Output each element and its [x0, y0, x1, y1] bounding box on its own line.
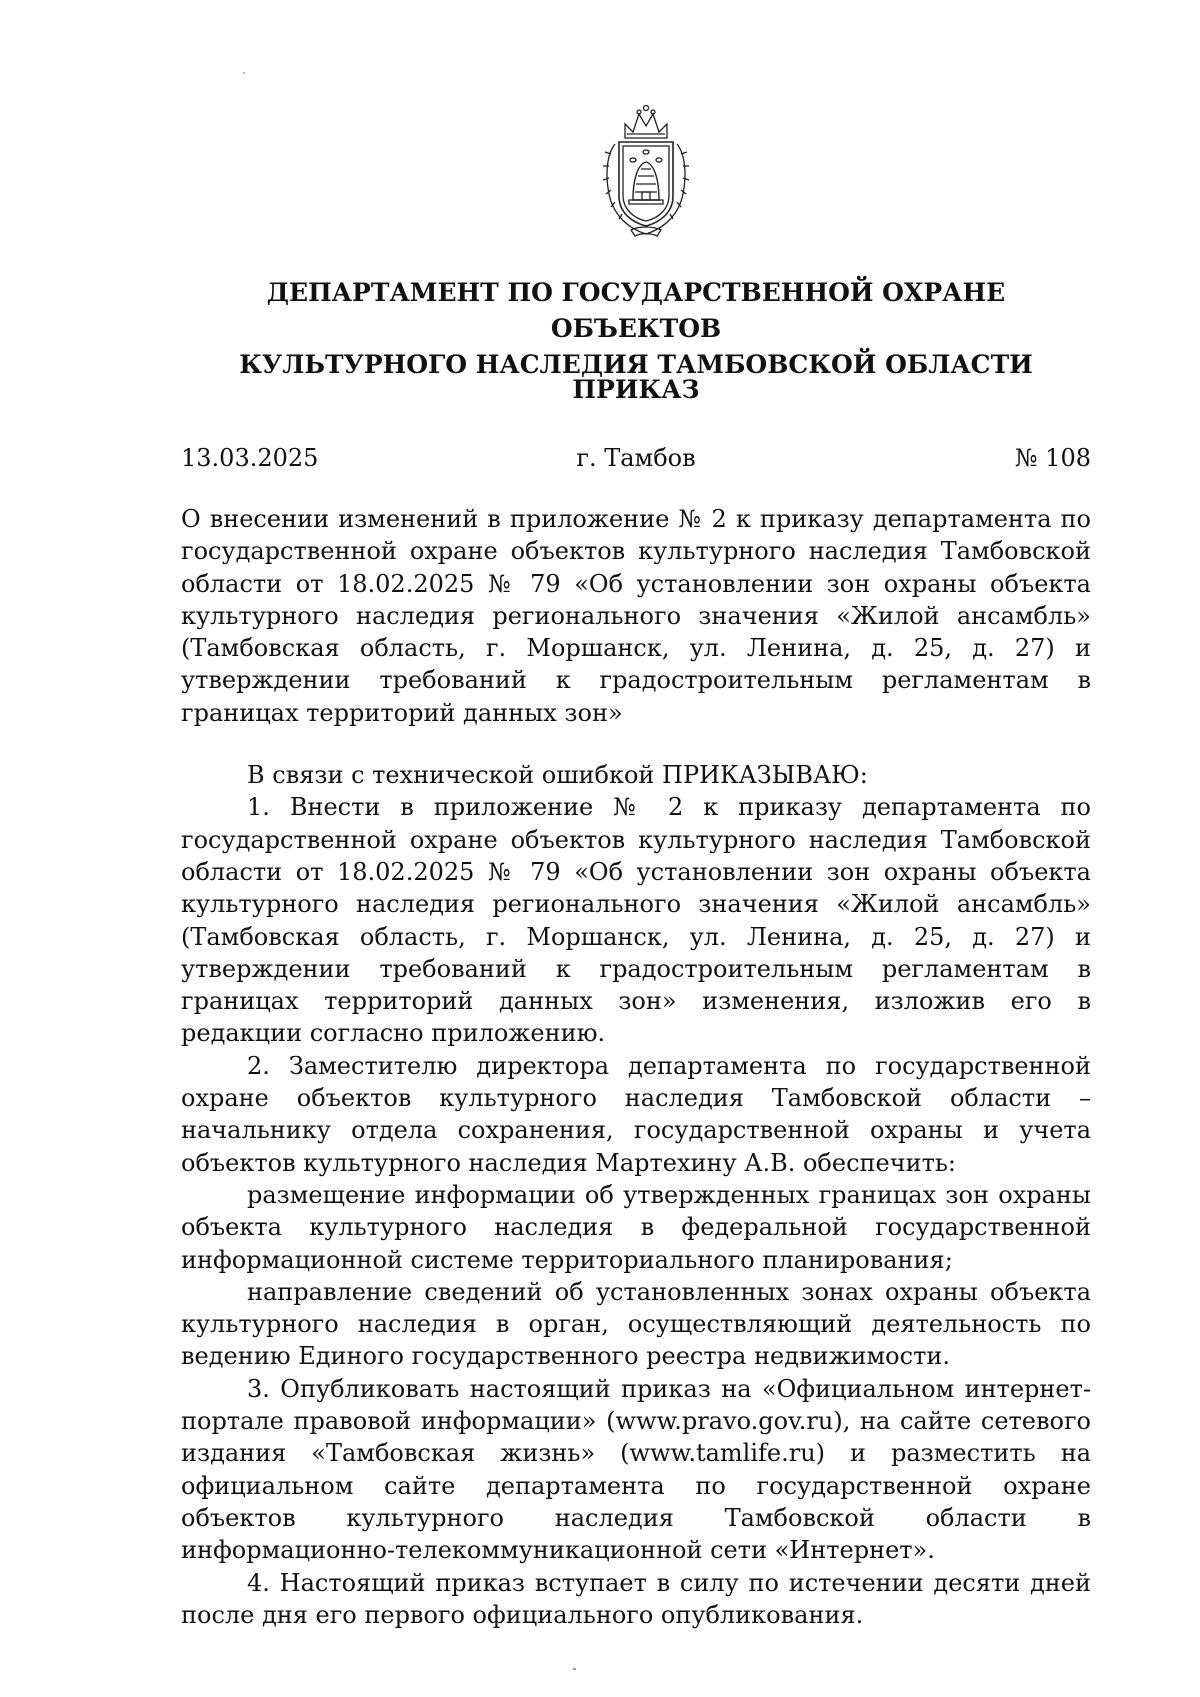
document-number: № 108: [1014, 444, 1091, 472]
order-item-2: 2. Заместителю директора департамента по государственной охране объектов культурного наследия Тамбовской области – начальнику отдела сохранения, государственной охраны и учета объектов культурного наследия Мартехину А.В. обеспечить:: [181, 1051, 1091, 1177]
department-name: [180, 275, 1092, 383]
department-name-line1: ДЕПАРТАМЕНТ ПО ГОСУДАРСТВЕННОЙ ОХРАНЕ ОБЪЕКТОВ: [266, 278, 1006, 343]
order-item-1: 1. Внести в приложение № 2 к приказу департамента по государственной охране объектов культурного наследия Тамбовской области от 18.02.2025 № 79 «Об установлении зон охраны объекта культурного наследия регионального значения «Жилой ансамбль» (Тамбовская область, г. Моршанск, ул. Ленина, д. 25, д. 27) и утверждении требований к градостроительным регламентам в границах территорий данных зон» изменения, изложив его в редакции согласно приложению.: [181, 793, 1091, 1048]
document-meta-row: [181, 440, 1091, 476]
department-name-line2: КУЛЬТУРНОГО НАСЛЕДИЯ ТАМБОВСКОЙ ОБЛАСТИ: [239, 350, 1033, 379]
document-date: 13.03.2025: [181, 444, 319, 472]
document-body: [181, 503, 1091, 1631]
scan-speck: [573, 1668, 576, 1670]
document-city: г. Тамбов: [576, 444, 696, 472]
order-item-2-subitem-b: направление сведений об установленных зонах охраны объекта культурного наследия в орган, осуществляющий деятельность по ведению Единого государственного реестра недвижимости.: [181, 1277, 1091, 1371]
tambov-coat-of-arms-icon: [595, 104, 697, 240]
scan-speck: [243, 72, 245, 74]
order-item-2-subitem-a: размещение информации об утвержденных границах зон охраны объекта культурного наследия в федеральной государственной информационной системе территориального планирования;: [181, 1180, 1091, 1274]
order-item-3: 3. Опубликовать настоящий приказ на «Официальном интернет-портале правовой информации» (www.pravo.gov.ru), на сайте сетевого издания «Тамбовская жизнь» (www.tamlife.ru) и разместить на официальном сайте департамента по государственной охране объектов культурного наследия Тамбовской области в информационно-телекоммуникационной сети «Интернет».: [181, 1374, 1091, 1565]
preamble-paragraph: В связи с технической ошибкой ПРИКАЗЫВАЮ:: [247, 761, 868, 790]
document-subject: О внесении изменений в приложение № 2 к приказу департамента по государственной охране объектов культурного наследия Тамбовской области от 18.02.2025 № 79 «Об установлении зон охраны объекта культурного наследия регионального значения «Жилой ансамбль» (Тамбовская область, г. Моршанск, ул. Ленина, д. 25, д. 27) и утверждении требований к градостроительным регламентам в границах территорий данных зон»: [181, 505, 1091, 727]
order-item-4: 4. Настоящий приказ вступает в силу по истечении десяти дней после дня его первого официального опубликования.: [181, 1568, 1091, 1629]
document-type-title: ПРИКАЗ: [572, 375, 700, 404]
